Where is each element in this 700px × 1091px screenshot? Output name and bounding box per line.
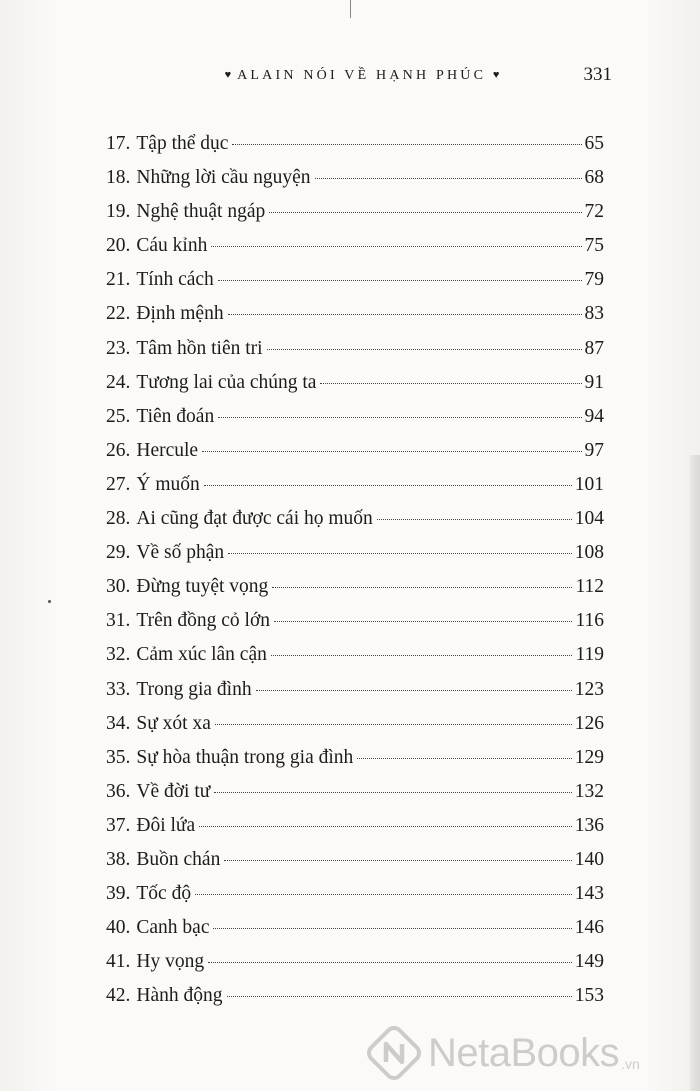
dot-leader xyxy=(215,724,572,725)
toc-entry-number: 25. xyxy=(106,405,131,427)
toc-entry-number: 19. xyxy=(106,201,131,223)
toc-entry-page: 108 xyxy=(574,542,604,564)
toc-entry-title: Đôi lứa xyxy=(136,814,196,836)
toc-entry xyxy=(106,502,604,536)
dot-leader xyxy=(315,178,582,179)
toc-entry xyxy=(106,400,604,434)
dot-leader xyxy=(199,826,572,827)
running-header xyxy=(212,68,512,84)
toc-entry-number: 26. xyxy=(106,439,131,461)
heart-ornament-left: ♥ xyxy=(224,69,232,81)
toc-entry-title: Hành động xyxy=(136,985,223,1007)
watermark xyxy=(366,1020,696,1086)
toc-entry-number: 29. xyxy=(106,542,131,564)
toc-entry-page: 153 xyxy=(574,985,604,1007)
toc-entry-page: 132 xyxy=(574,780,604,802)
toc-entry-page: 104 xyxy=(574,508,604,530)
dot-leader xyxy=(256,690,572,691)
toc-entry-number: 28. xyxy=(106,508,131,530)
toc-entry-page: 129 xyxy=(574,746,604,768)
toc-entry xyxy=(106,604,604,638)
toc-entry-title: Đừng tuyệt vọng xyxy=(136,576,269,598)
toc-entry xyxy=(106,366,604,400)
toc-entry-title: Những lời cầu nguyện xyxy=(136,167,311,189)
dot-leader xyxy=(269,212,581,213)
toc-entry-page: 83 xyxy=(584,303,604,325)
toc-entry-title: Tập thể dục xyxy=(136,133,229,154)
toc-entry xyxy=(106,979,604,1013)
toc-entry-title: Nghệ thuật ngáp xyxy=(136,201,266,223)
dot-leader xyxy=(228,553,572,554)
dot-leader xyxy=(232,144,581,145)
toc-entry-number: 35. xyxy=(106,746,131,768)
dot-leader xyxy=(214,792,571,793)
toc-entry-title: Ai cũng đạt được cái họ muốn xyxy=(136,508,373,530)
dot-leader xyxy=(377,519,572,520)
toc-entry xyxy=(106,297,604,331)
toc-entry-title: Tính cách xyxy=(136,269,214,291)
dot-leader xyxy=(211,246,581,247)
watermark-suffix: .vn xyxy=(621,1056,640,1072)
toc-entry-number: 34. xyxy=(106,712,131,734)
toc-entry-page: 112 xyxy=(575,576,604,598)
toc-entry-number: 21. xyxy=(106,269,131,291)
running-header-title: ALAIN NÓI VỀ HẠNH PHÚC xyxy=(237,68,487,83)
dot-leader xyxy=(218,280,582,281)
toc-entry-page: 136 xyxy=(574,814,604,836)
toc-entry xyxy=(106,263,604,297)
dot-leader xyxy=(274,621,572,622)
dot-leader xyxy=(195,894,572,895)
toc-entry-title: Hy vọng xyxy=(136,951,205,973)
toc-entry xyxy=(106,673,604,707)
toc-entry-title: Tốc độ xyxy=(136,883,192,905)
toc-entry-page: 126 xyxy=(574,712,604,734)
watermark-brand: NetaBooks xyxy=(428,1030,620,1075)
toc-entry-title: Sự hòa thuận trong gia đình xyxy=(136,746,354,768)
dot-leader xyxy=(218,417,581,418)
toc-entry-number: 37. xyxy=(106,814,131,836)
toc-entry-page: 119 xyxy=(575,644,604,666)
netabooks-n-logo-icon xyxy=(366,1025,422,1081)
toc-entry-title: Sự xót xa xyxy=(136,712,211,734)
toc-entry xyxy=(106,434,604,468)
toc-entry-page: 94 xyxy=(584,405,604,427)
toc-entry xyxy=(106,536,604,570)
toc-entry-number: 23. xyxy=(106,337,131,359)
toc-entry-page: 91 xyxy=(584,371,604,393)
toc-entry-number: 17. xyxy=(106,133,131,154)
toc-entry-number: 33. xyxy=(106,678,131,700)
toc-entry xyxy=(106,809,604,843)
toc-entry xyxy=(106,911,604,945)
toc-entry xyxy=(106,638,604,672)
toc-entry xyxy=(106,843,604,877)
page-edge-shadow xyxy=(690,455,700,1091)
toc-entry-title: Định mệnh xyxy=(136,303,224,325)
toc-entry-page: 123 xyxy=(574,678,604,700)
page-number: 331 xyxy=(583,64,612,85)
toc-entry-title: Về đời tư xyxy=(136,780,211,802)
toc-entry-title: Tiên đoán xyxy=(136,405,215,427)
toc-entry-number: 42. xyxy=(106,985,131,1007)
dot-leader xyxy=(227,996,572,997)
toc-entry-title: Canh bạc xyxy=(136,917,210,939)
toc-entry xyxy=(106,775,604,809)
toc-entry-page: 65 xyxy=(584,133,604,154)
toc-entry-number: 39. xyxy=(106,883,131,905)
toc-entry-title: Tương lai của chúng ta xyxy=(136,371,317,393)
toc-entry xyxy=(106,468,604,502)
toc-entry xyxy=(106,707,604,741)
toc-entry-number: 31. xyxy=(106,610,131,632)
toc-entry xyxy=(106,570,604,604)
toc-entry-page: 97 xyxy=(584,439,604,461)
toc-entry-title: Ý muốn xyxy=(136,473,200,495)
dot-leader xyxy=(228,314,582,315)
toc-entry-title: Buồn chán xyxy=(136,848,221,870)
toc-entry-number: 32. xyxy=(106,644,131,666)
toc-entry-number: 40. xyxy=(106,917,131,939)
toc-entry-page: 87 xyxy=(584,337,604,359)
dot-leader xyxy=(320,383,581,384)
toc-entry-number: 41. xyxy=(106,951,131,973)
toc-entry-number: 27. xyxy=(106,473,131,495)
toc-entry-number: 22. xyxy=(106,303,131,325)
toc-entry-number: 20. xyxy=(106,235,131,257)
scan-mark xyxy=(350,0,351,18)
dot-leader xyxy=(272,587,572,588)
dot-leader xyxy=(204,485,572,486)
toc-entry-page: 146 xyxy=(574,917,604,939)
scan-speck xyxy=(48,600,51,603)
toc-entry xyxy=(106,229,604,263)
toc-entry xyxy=(106,877,604,911)
dot-leader xyxy=(202,451,581,452)
toc-entry-title: Tâm hồn tiên tri xyxy=(136,337,263,359)
toc-entry-title: Trên đồng cỏ lớn xyxy=(136,610,271,632)
toc-entry-page: 143 xyxy=(574,883,604,905)
toc-entry-number: 24. xyxy=(106,371,131,393)
toc-entry-number: 30. xyxy=(106,576,131,598)
dot-leader xyxy=(213,928,571,929)
table-of-contents xyxy=(106,127,604,1013)
toc-entry xyxy=(106,195,604,229)
toc-entry-page: 101 xyxy=(574,473,604,495)
toc-entry-page: 116 xyxy=(575,610,604,632)
dot-leader xyxy=(357,758,571,759)
toc-entry-number: 38. xyxy=(106,848,131,870)
toc-entry xyxy=(106,161,604,195)
toc-entry-title: Về số phận xyxy=(136,542,225,564)
toc-entry-page: 72 xyxy=(584,201,604,223)
toc-entry xyxy=(106,332,604,366)
toc-entry xyxy=(106,945,604,979)
toc-entry-page: 140 xyxy=(574,848,604,870)
toc-entry-title: Trong gia đình xyxy=(136,678,252,700)
toc-entry-page: 79 xyxy=(584,269,604,291)
toc-entry xyxy=(106,127,604,161)
toc-entry-title: Hercule xyxy=(136,439,199,461)
dot-leader xyxy=(224,860,571,861)
toc-entry-title: Cáu kỉnh xyxy=(136,235,208,257)
heart-ornament-right: ♥ xyxy=(492,69,500,81)
toc-entry-number: 18. xyxy=(106,167,131,189)
toc-entry-page: 75 xyxy=(584,235,604,257)
toc-entry-page: 149 xyxy=(574,951,604,973)
toc-entry xyxy=(106,741,604,775)
toc-entry-page: 68 xyxy=(584,167,604,189)
dot-leader xyxy=(271,655,573,656)
toc-entry-number: 36. xyxy=(106,780,131,802)
dot-leader xyxy=(267,349,582,350)
toc-entry-title: Cảm xúc lân cận xyxy=(136,644,267,666)
dot-leader xyxy=(208,962,572,963)
